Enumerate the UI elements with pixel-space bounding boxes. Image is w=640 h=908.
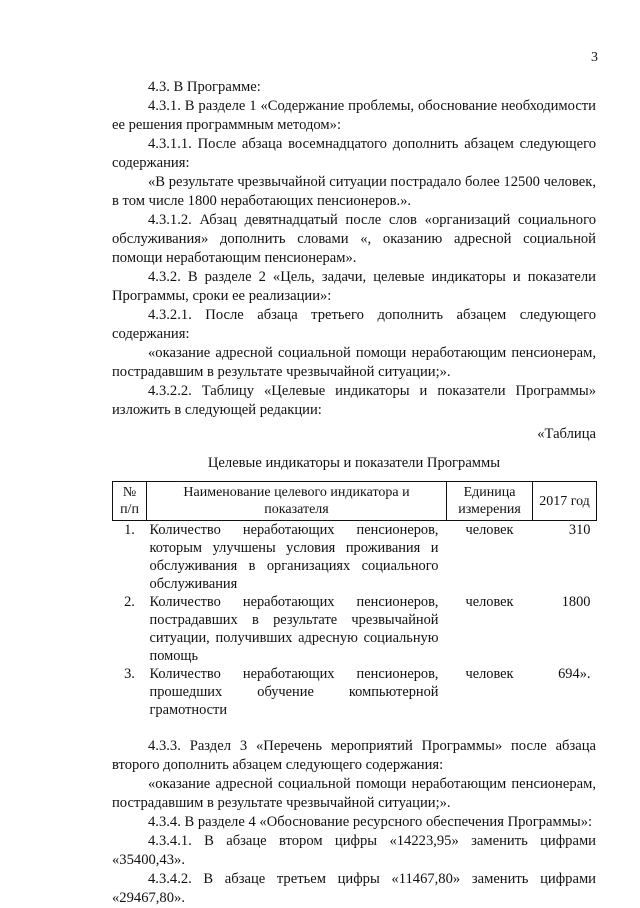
paragraph: 4.3.4.1. В абзаце втором цифры «14223,95» заменить цифрами «35400,43». <box>112 833 596 868</box>
row-unit: человек <box>465 522 514 538</box>
paragraph: «оказание адресной социальной помощи неработающим пенсионерам, пострадавшим в результате чрезвычайной ситуации;». <box>112 776 596 811</box>
paragraph: 4.3.4. В разделе 4 «Обоснование ресурсного обеспечения Программы»: <box>148 814 593 830</box>
paragraph: 4.3.2. В разделе 2 «Цель, задачи, целевые индикаторы и показатели Программы, сроки ее реализации»: <box>112 269 596 304</box>
paragraph: 4.3.1. В разделе 1 «Содержание проблемы, обоснование необходимости ее решения программным методом»: <box>112 98 596 133</box>
paragraph: 4.3.3. Раздел 3 «Перечень мероприятий Программы» после абзаца второго дополнить абзацем следующего содержания: <box>112 738 596 773</box>
paragraph: 4.3.2.1. После абзаца третьего дополнить абзацем следующего содержания: <box>112 307 596 342</box>
row-num: 1. <box>124 522 135 538</box>
paragraph: 4.3.1.2. Абзац девятнадцатый после слов «организаций социального обслуживания» дополнить словами «, оказанию адресной социальной помощи неработающим пенсионерам». <box>112 212 596 266</box>
indicators-table <box>112 481 597 719</box>
paragraph: «оказание адресной социальной помощи неработающим пенсионерам, пострадавшим в результате чрезвычайной ситуации;». <box>112 345 596 380</box>
paragraph: 4.3.4.2. В абзаце третьем цифры «11467,80» заменить цифрами «29467,80». <box>112 871 596 906</box>
row-value: 1800 <box>561 594 591 610</box>
paragraphs-before <box>112 78 596 420</box>
document-body <box>112 78 596 908</box>
table-header-row <box>113 482 597 521</box>
row-value: 694». <box>558 666 591 682</box>
paragraph: 4.3.1.1. После абзаца восемнадцатого дополнить абзацем следующего содержания: <box>112 136 596 171</box>
paragraph: 4.3.2.2. Таблицу «Целевые индикаторы и показатели Программы» изложить в следующей редакции: <box>112 383 596 418</box>
row-name: Количество неработающих пенсионеров, пострадавших в результате чрезвычайной ситуации, получивших адресную социальную помощь <box>149 594 439 664</box>
paragraph: «В результате чрезвычайной ситуации пострадало более 12500 человек, в том числе 1800 неработающих пенсионеров.». <box>112 174 596 209</box>
row-unit: человек <box>465 594 514 610</box>
row-name: Количество неработающих пенсионеров, прошедших обучение компьютерной грамотности <box>149 666 439 718</box>
table-caption: Целевые индикаторы и показатели Программы <box>207 455 501 471</box>
header-unit: Единица измерения <box>447 482 533 521</box>
table-label: «Таблица <box>537 426 596 442</box>
row-num: 2. <box>124 594 135 610</box>
row-name: Количество неработающих пенсионеров, которым улучшены условия проживания и обслуживания в организациях социального обслуживания <box>149 522 439 592</box>
table-row <box>113 521 597 594</box>
table-row <box>113 665 597 719</box>
row-num: 3. <box>124 666 135 682</box>
header-year: 2017 год <box>533 482 597 521</box>
header-num: № п/п <box>113 482 147 521</box>
row-value: 310 <box>568 522 591 538</box>
page-number: 3 <box>591 50 598 65</box>
paragraphs-after <box>112 737 596 908</box>
table-row <box>113 593 597 665</box>
header-name: Наименование целевого индикатора и показателя <box>147 482 447 521</box>
row-unit: человек <box>465 666 514 682</box>
paragraph: 4.3. В Программе: <box>148 79 261 95</box>
